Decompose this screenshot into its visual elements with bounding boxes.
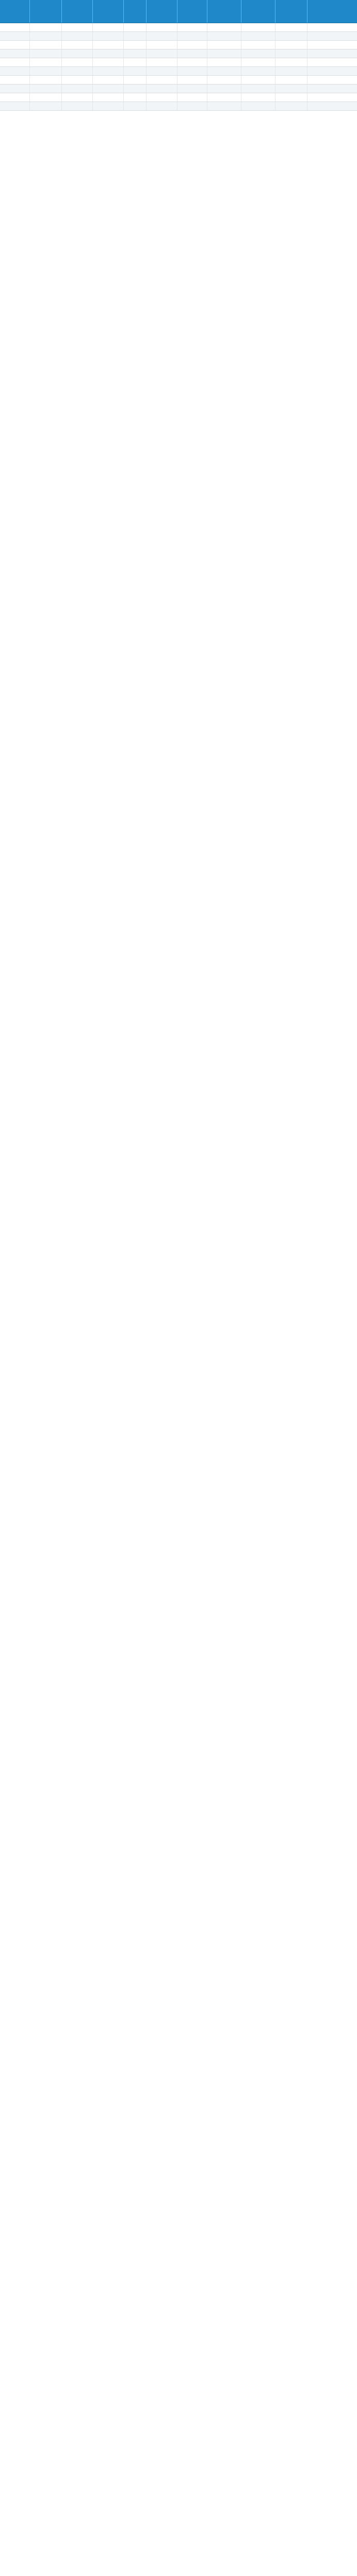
column-header-7 (177, 0, 207, 23)
table-cell (124, 41, 147, 49)
table-cell (0, 49, 30, 58)
table-cell (147, 93, 177, 101)
column-header-3 (62, 0, 93, 23)
table-row (0, 58, 357, 67)
table-cell (30, 49, 62, 58)
table-cell (177, 23, 207, 31)
table-cell (207, 41, 241, 49)
table-cell (275, 23, 307, 31)
table-cell (275, 84, 307, 93)
table-cell (147, 84, 177, 93)
table-cell (93, 49, 124, 58)
column-header-8 (207, 0, 241, 23)
table-cell (307, 67, 357, 75)
table-cell (147, 67, 177, 75)
table-cell (177, 58, 207, 66)
table-cell (241, 67, 275, 75)
table-cell (207, 93, 241, 101)
table-cell (177, 93, 207, 101)
table-cell (207, 32, 241, 40)
table-cell (275, 58, 307, 66)
table-cell (62, 102, 93, 110)
table-cell (207, 102, 241, 110)
table-cell (207, 58, 241, 66)
table-cell (62, 93, 93, 101)
table-cell (62, 58, 93, 66)
table-row (0, 76, 357, 84)
column-header-5 (124, 0, 147, 23)
table-cell (30, 23, 62, 31)
table-cell (241, 49, 275, 58)
table-cell (124, 23, 147, 31)
table-cell (124, 67, 147, 75)
table-cell (241, 76, 275, 84)
table-cell (241, 23, 275, 31)
table-cell (62, 84, 93, 93)
table-cell (307, 23, 357, 31)
table-cell (0, 76, 30, 84)
table-cell (93, 67, 124, 75)
table-cell (275, 93, 307, 101)
table-cell (30, 32, 62, 40)
column-header-9 (241, 0, 275, 23)
table-cell (147, 23, 177, 31)
table-cell (62, 67, 93, 75)
table-cell (177, 76, 207, 84)
column-header-6 (147, 0, 177, 23)
table-cell (307, 84, 357, 93)
table-cell (62, 49, 93, 58)
table-cell (241, 84, 275, 93)
table-cell (124, 84, 147, 93)
table-cell (30, 67, 62, 75)
table-cell (275, 41, 307, 49)
table-row (0, 41, 357, 49)
table-cell (307, 93, 357, 101)
table-cell (241, 102, 275, 110)
table-cell (147, 49, 177, 58)
table-cell (207, 84, 241, 93)
table-cell (241, 93, 275, 101)
table-cell (207, 67, 241, 75)
table-cell (0, 23, 30, 31)
table-cell (207, 23, 241, 31)
table-cell (93, 102, 124, 110)
table-cell (177, 32, 207, 40)
table-cell (307, 32, 357, 40)
table-cell (93, 23, 124, 31)
table-row (0, 93, 357, 102)
table-cell (275, 76, 307, 84)
table-cell (30, 84, 62, 93)
table-cell (124, 93, 147, 101)
table-cell (0, 102, 30, 110)
table-cell (275, 67, 307, 75)
table-cell (0, 84, 30, 93)
column-header-4 (93, 0, 124, 23)
table-cell (147, 58, 177, 66)
table-cell (177, 67, 207, 75)
table-body (0, 23, 357, 111)
table-cell (177, 49, 207, 58)
table-cell (307, 49, 357, 58)
table-cell (147, 41, 177, 49)
table-cell (177, 102, 207, 110)
table-cell (275, 102, 307, 110)
table-row (0, 23, 357, 32)
table-cell (30, 58, 62, 66)
table-cell (0, 41, 30, 49)
table-cell (124, 49, 147, 58)
table-row (0, 84, 357, 93)
table-cell (275, 49, 307, 58)
table-cell (0, 93, 30, 101)
table-cell (93, 93, 124, 101)
table-cell (30, 76, 62, 84)
table-cell (30, 93, 62, 101)
table-cell (93, 32, 124, 40)
table-cell (177, 84, 207, 93)
table-cell (93, 84, 124, 93)
table-cell (62, 23, 93, 31)
table-cell (307, 58, 357, 66)
table-cell (93, 58, 124, 66)
table-cell (62, 32, 93, 40)
column-header-11 (307, 0, 357, 23)
table-cell (307, 102, 357, 110)
table-cell (147, 32, 177, 40)
table-cell (124, 58, 147, 66)
table-row (0, 67, 357, 76)
table-cell (93, 41, 124, 49)
table-cell (30, 41, 62, 49)
table-cell (62, 41, 93, 49)
table-row (0, 32, 357, 41)
table-cell (124, 32, 147, 40)
table-cell (0, 67, 30, 75)
table-cell (207, 49, 241, 58)
column-header-10 (275, 0, 307, 23)
table-cell (275, 32, 307, 40)
table-cell (0, 32, 30, 40)
table-cell (124, 102, 147, 110)
table-cell (147, 76, 177, 84)
table-cell (307, 41, 357, 49)
table-cell (241, 41, 275, 49)
table-row (0, 102, 357, 111)
table-cell (62, 76, 93, 84)
table-cell (241, 58, 275, 66)
table-cell (0, 58, 30, 66)
table-cell (207, 76, 241, 84)
column-header-1 (0, 0, 30, 23)
table-header (0, 0, 357, 23)
table-cell (241, 32, 275, 40)
table-cell (177, 41, 207, 49)
table-cell (124, 76, 147, 84)
table-cell (30, 102, 62, 110)
table-cell (147, 102, 177, 110)
table-row (0, 49, 357, 58)
column-header-2 (30, 0, 62, 23)
table-cell (307, 76, 357, 84)
table-cell (93, 76, 124, 84)
